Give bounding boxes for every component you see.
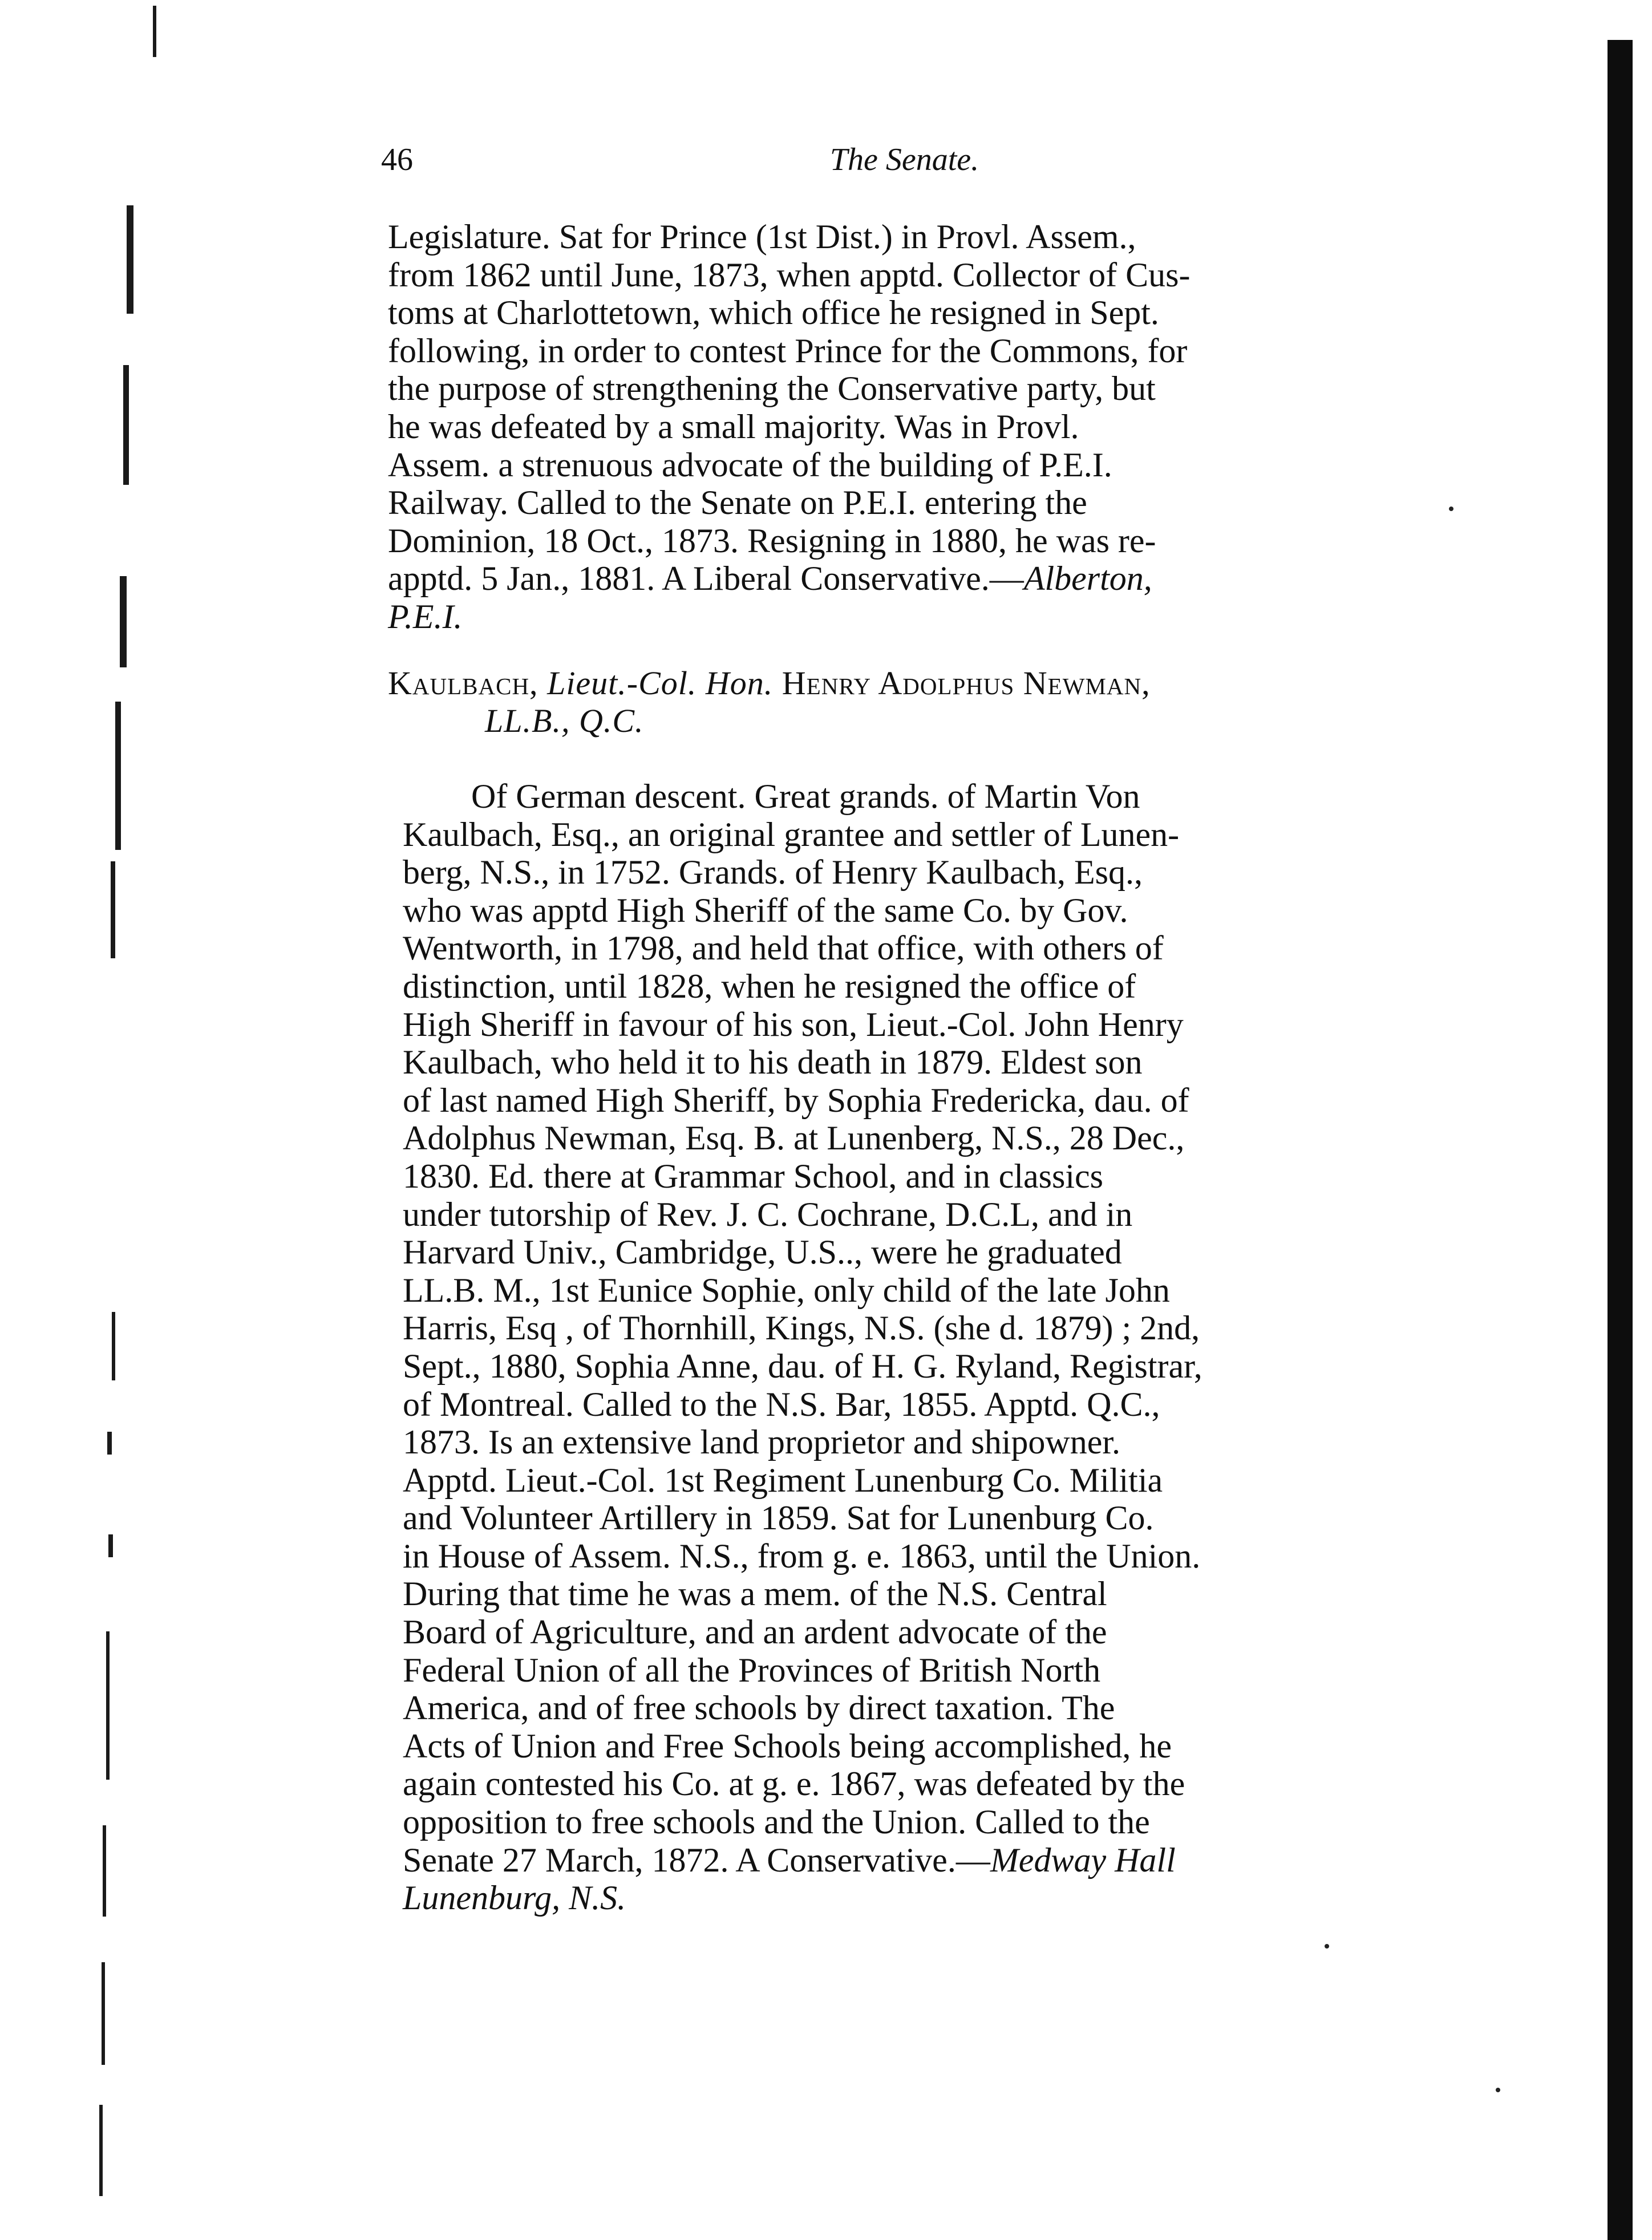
text-line: LL.B. M., 1st Eunice Sophie, only child of the late John xyxy=(403,1271,1170,1309)
scan-speck xyxy=(1496,2088,1500,2092)
text-line xyxy=(388,598,1435,636)
text-line: toms at Charlottetown, which office he resigned in Sept. xyxy=(388,294,1159,332)
text-line: Adolphus Newman, Esq. B. at Lunenberg, N.S., 28 Dec., xyxy=(403,1119,1185,1157)
text-line: Railway. Called to the Senate on P.E.I. entering the xyxy=(388,484,1087,522)
text-line: Harris, Esq , of Thornhill, Kings, N.S. (she d. 1879) ; 2nd, xyxy=(403,1309,1200,1347)
text-line: following, in order to contest Prince for the Commons, for xyxy=(388,331,1188,370)
text-line: High Sheriff in favour of his son, Lieut.-Col. John Henry xyxy=(403,1005,1184,1043)
text-line: Of German descent. Great grands. of Martin Von xyxy=(471,777,1140,815)
entry-rank: Lieut.-Col. xyxy=(547,665,697,702)
text-line: Wentworth, in 1798, and held that office, with others of xyxy=(403,929,1164,967)
running-title: The Senate. xyxy=(829,142,979,177)
text-line: Assem. a strenuous advocate of the building of P.E.I. xyxy=(388,445,1112,484)
residence-italic: Lunenburg, N.S. xyxy=(403,1879,626,1917)
page-header xyxy=(381,141,1428,187)
text-line: 1830. Ed. there at Grammar School, and in classics xyxy=(403,1157,1104,1195)
entry-degrees: LL.B., Q.C. xyxy=(485,702,644,739)
page-number: 46 xyxy=(381,142,413,177)
text-line: of last named High Sheriff, by Sophia Fredericka, dau. of xyxy=(403,1081,1189,1119)
text-line: again contested his Co. at g. e. 1867, was defeated by the xyxy=(403,1765,1185,1803)
text-line: Acts of Union and Free Schools being accomplished, he xyxy=(403,1727,1172,1765)
text-line: Kaulbach, Esq., an original grantee and settler of Lunen- xyxy=(403,815,1180,853)
text-line: Board of Agriculture, and an ardent advocate of the xyxy=(403,1613,1107,1651)
text-line xyxy=(388,560,1435,598)
entry-title: Hon. xyxy=(705,665,774,702)
text-line: berg, N.S., in 1752. Grands. of Henry Kaulbach, Esq., xyxy=(403,853,1143,892)
text-line: and Volunteer Artillery in 1859. Sat for Lunenburg Co. xyxy=(403,1499,1154,1537)
line-text: Senate 27 March, 1872. A Conservative.— xyxy=(403,1841,990,1879)
text-line: Harvard Univ., Cambridge, U.S.., were he graduated xyxy=(403,1233,1122,1271)
entry-paragraph xyxy=(403,777,1434,1917)
text-line: the purpose of strengthening the Conservative party, but xyxy=(388,370,1156,408)
text-line: During that time he was a mem. of the N.S. Central xyxy=(403,1575,1107,1613)
entry-heading xyxy=(388,665,1435,740)
text-line: of Montreal. Called to the N.S. Bar, 1855. Apptd. Q.C., xyxy=(403,1385,1160,1423)
line-text: apptd. 5 Jan., 1881. A Liberal Conservative.— xyxy=(388,560,1024,598)
binding-margin-marks xyxy=(86,0,268,2240)
text-line xyxy=(403,1879,1434,1917)
text-line: opposition to free schools and the Union. Called to the xyxy=(403,1803,1150,1841)
text-line: America, and of free schools by direct taxation. The xyxy=(403,1689,1115,1727)
scan-speck xyxy=(1449,507,1453,511)
residence-italic: Medway Hall xyxy=(990,1841,1176,1879)
scan-speck xyxy=(1325,1944,1329,1949)
scan-edge-shadow xyxy=(1608,40,1633,2240)
text-line: in House of Assem. N.S., from g. e. 1863, until the Union. xyxy=(403,1537,1201,1575)
text-line: he was defeated by a small majority. Was in Provl. xyxy=(388,407,1079,445)
entry-continued-paragraph xyxy=(388,218,1435,636)
text-line: Apptd. Lieut.-Col. 1st Regiment Lunenburg Co. Militia xyxy=(403,1461,1163,1499)
text-line: Federal Union of all the Provinces of British North xyxy=(403,1651,1101,1689)
text-line xyxy=(403,1841,1434,1880)
text-line: Legislature. Sat for Prince (1st Dist.) in Provl. Assem., xyxy=(388,218,1136,256)
residence-italic: P.E.I. xyxy=(388,597,463,635)
text-line: who was apptd High Sheriff of the same Co. by Gov. xyxy=(403,891,1128,929)
text-line: 1873. Is an extensive land proprietor and shipowner. xyxy=(403,1423,1121,1461)
entry-surname: Kaulbach, xyxy=(388,665,538,702)
entry-given-names: Henry Adolphus Newman, xyxy=(782,665,1151,702)
heading-line xyxy=(388,665,1435,702)
text-line: distinction, until 1828, when he resigned the office of xyxy=(403,967,1136,1005)
residence-italic: Alberton, xyxy=(1023,560,1152,598)
text-line: Dominion, 18 Oct., 1873. Resigning in 1880, he was re- xyxy=(388,521,1156,560)
text-line: under tutorship of Rev. J. C. Cochrane, D.C.L, and in xyxy=(403,1195,1133,1233)
text-line: Kaulbach, who held it to his death in 1879. Eldest son xyxy=(403,1043,1143,1081)
text-line: Sept., 1880, Sophia Anne, dau. of H. G. Ryland, Registrar, xyxy=(403,1347,1202,1385)
text-line: from 1862 until June, 1873, when apptd. Collector of Cus- xyxy=(388,256,1191,294)
